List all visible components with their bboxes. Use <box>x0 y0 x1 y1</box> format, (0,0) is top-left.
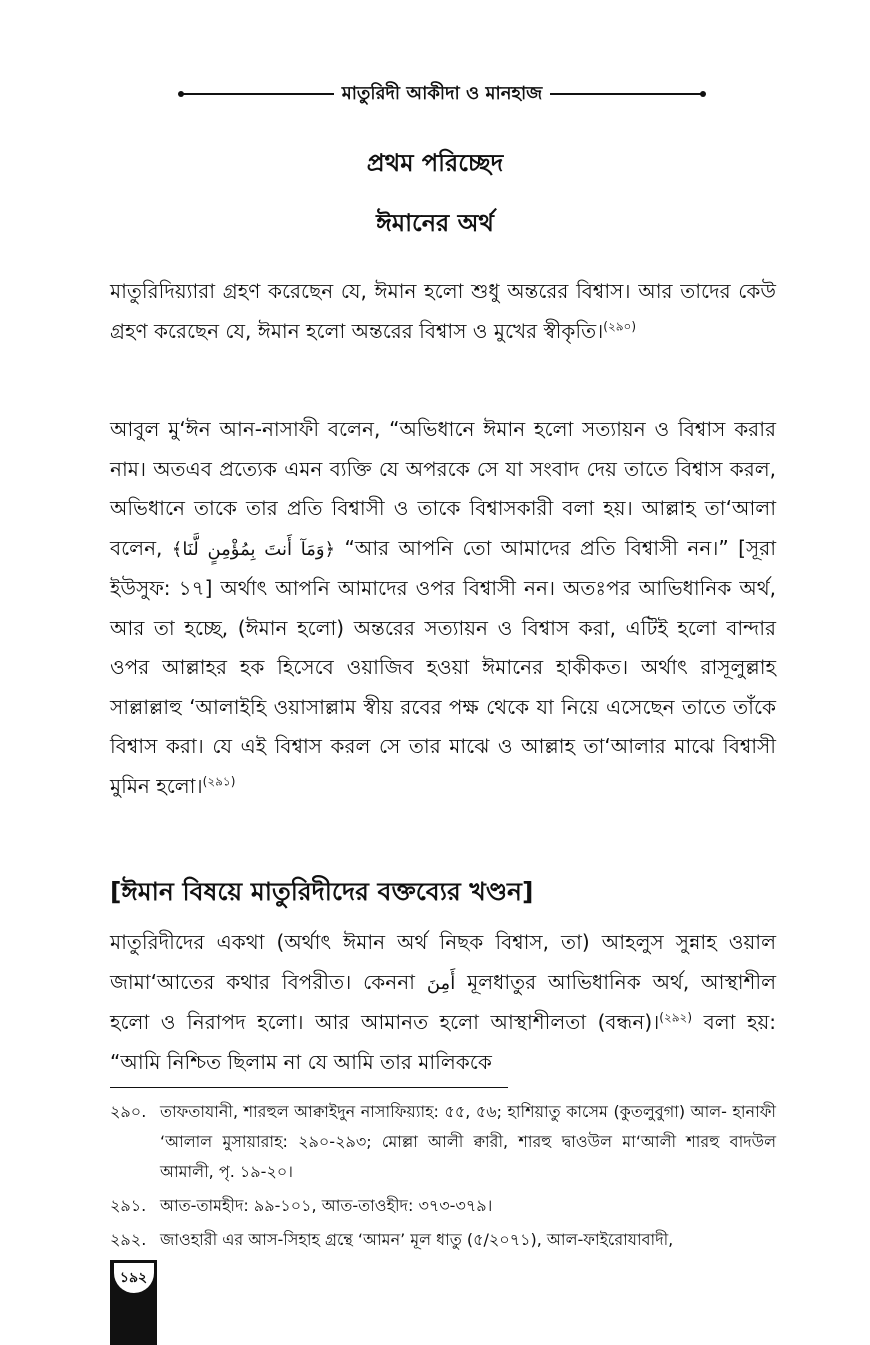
paragraph-1 <box>110 272 776 351</box>
page-number-badge <box>114 1263 154 1293</box>
running-header <box>180 80 704 108</box>
header-rule-left <box>180 93 334 95</box>
book-title: মাতুরিদী আকীদা ও মানহাজ <box>341 82 543 104</box>
header-rule-right <box>550 93 704 95</box>
footnote-number: ২৯১. <box>110 1196 147 1215</box>
section-heading: [ঈমান বিষয়ে মাতুরিদীদের বক্তব্যের খণ্ডন] <box>110 877 534 906</box>
arabic-root-word: أَمِنَ <box>426 972 456 994</box>
footnote-number: ২৯২. <box>110 1230 147 1249</box>
paragraph-2-text-a: আবুল মু‘ঈন আন-নাসাফী বলেন, “অভিধানে ঈমান হলো সত্যায়ন ও বিশ্বাস করার নাম। অতএব প্রত্যেক এমন ব্যক্তি যে অপরকে সে যা সংবাদ দেয় তাতে বিশ্বাস করল, অভিধানে তাকে তার প্রতি বিশ্বাসী ও তাকে বিশ্বাসকারী বলা হয়। আল্লাহ তা‘আলা বলেন, <box>110 417 776 560</box>
footnote-divider <box>110 1087 508 1088</box>
page-number-tab <box>110 1260 157 1345</box>
footnote-text: আত-তামহীদ: ৯৯-১০১, আত-তাওহীদ: ৩৭৩-৩৭৯। <box>160 1196 493 1215</box>
footnote-ref-291[interactable]: (২৯১) <box>202 773 236 788</box>
quran-quote-arabic: ﴿وَمَآ أَنتَ بِمُؤْمِنٍ لَّنَا﴾ <box>171 538 336 560</box>
footnote-item <box>110 1225 776 1255</box>
footnote-text: জাওহারী এর আস-সিহাহ গ্রন্থে ‘আমন’ মূল ধাতু (৫/২০৭১), আল-ফাইরোযাবাদী, <box>160 1230 674 1249</box>
paragraph-3-text-b: মূলধাতুর আভিধানিক অর্থ, আস্থাশীল হলো ও নিরাপদ হলো। আর আমানত হলো আস্থাশীলতা (বন্ধন)। <box>110 969 776 1034</box>
paragraph-3-text-c: বলা হয়: “আমি নিশ্চিত ছিলাম না যে আমি তার মালিককে <box>110 1010 776 1074</box>
footnote-item <box>110 1191 776 1221</box>
footnote-text: তাফতাযানী, শারহুল আক্বাইদুন নাসাফিয়্যাহ: ৫৫, ৫৬; হাশিয়াতু কাসেম (কুতলুবুগা) আল- হানাফী ‘আলাল মুসায়ারাহ: ২৯০-২৯৩; মোল্লা আলী ক্বারী, শারহু দ্বাওউল মা‘আলী শারহু বাদউল আমালী, পৃ. ১৯-২০। <box>160 1102 776 1181</box>
footnote-number: ২৯০. <box>110 1102 147 1121</box>
paragraph-3 <box>110 923 776 1082</box>
paragraph-2 <box>110 410 776 806</box>
chapter-title: প্রথম পরিচ্ছেদ <box>366 149 504 177</box>
paragraph-3-text-a: মাতুরিদীদের একথা (অর্থাৎ ঈমান অর্থ নিছক বিশ্বাস, তা) আহলুস সুন্নাহ ওয়াল জামা‘আতের কথার বিপরীত। কেননা <box>110 930 776 994</box>
paragraph-1-text: মাতুরিদিয়্যারা গ্রহণ করেছেন যে, ঈমান হলো শুধু অন্তরের বিশ্বাস। আর তাদের কেউ গ্রহণ করেছেন যে, ঈমান হলো অন্তরের বিশ্বাস ও মুখের স্বীকৃতি। <box>110 279 776 343</box>
chapter-subtitle: ঈমানের অর্থ <box>376 209 494 237</box>
footnote-item <box>110 1097 776 1187</box>
paragraph-2-text-b: “আর আপনি তো আমাদের প্রতি বিশ্বাসী নন।” [সূরা ইউসুফ: ১৭] অর্থাৎ আপনি আমাদের ওপর বিশ্বাসী নন। অতঃপর আভিধানিক অর্থ, আর তা হচ্ছে, (ঈমান হলো) অন্তরের সত্যায়ন ও বিশ্বাস করা, এটিই হলো বান্দার ওপর আল্লাহর হক হিসেবে ওয়াজিব হওয়া ঈমানের হাকীকত। অর্থাৎ রাসূলুল্লাহ সাল্লাল্লাহু ‘আলাইহি ওয়াসাল্লাম স্বীয় রবের পক্ষ থেকে যা নিয়ে এসেছেন তাতে তাঁকে বিশ্বাস করা। যে এই বিশ্বাস করল সে তার মাঝে ও আল্লাহ তা‘আলার মাঝে বিশ্বাসী মুমিন হলো। <box>110 535 776 798</box>
page-number: ১৯২ <box>119 1270 148 1286</box>
footnotes <box>110 1097 776 1259</box>
footnote-ref-292[interactable]: (২৯২) <box>659 1010 693 1025</box>
footnote-ref-290[interactable]: (২৯০) <box>603 318 637 333</box>
